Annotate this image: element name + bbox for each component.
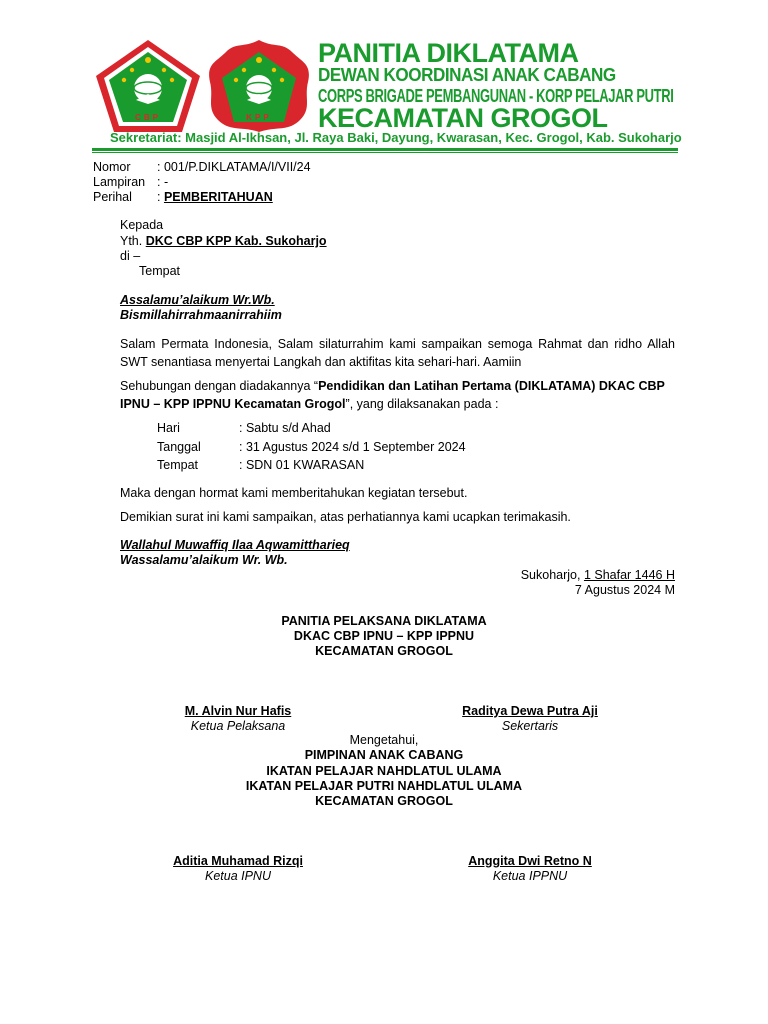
salam: Assalamu’alaikum Wr.Wb. (120, 293, 275, 307)
committee-line-2: DKAC CBP IPNU – KPP IPPNU (293, 629, 475, 643)
cbp-logo (92, 38, 204, 134)
signatory-ketua-pelaksana-name: M. Alvin Nur Hafis (184, 704, 292, 718)
p2-pre: Sehubungan dengan diadakannya “ (120, 379, 319, 393)
committee-line-1: PANITIA PELAKSANA DIKLATAMA (281, 614, 487, 628)
header-line-1: PANITIA DIKLATAMA (318, 38, 579, 68)
sekretariat-address: Sekretariat: Masjid Al-Ikhsan, Jl. Raya Baki, Dayung, Kwarasan, Kec. Grogol, Kab. Sukoharjo (110, 130, 682, 145)
approval-line-1: PIMPINAN ANAK CABANG (304, 748, 464, 762)
kpp-logo-text: KPP (246, 113, 272, 122)
signatory-ketua-ippnu-name: Anggita Dwi Retno N (468, 854, 592, 868)
approval-line-4: KECAMATAN GROGOL (315, 794, 453, 808)
detail-hari-label: Hari (157, 421, 180, 435)
signatory-ketua-pelaksana-role: Ketua Pelaksana (190, 719, 286, 733)
perihal-row (157, 190, 273, 204)
approval-line-3: IKATAN PELAJAR PUTRI NAHDLATUL ULAMA (245, 779, 523, 793)
tempat: Tempat (139, 264, 180, 278)
detail-tempat-value: : SDN 01 KWARASAN (239, 458, 365, 472)
lampiran-value: : - (157, 175, 169, 189)
header-line-3: CORPS BRIGADE PEMBANGUNAN - KORP PELAJAR PUTRI (318, 86, 674, 106)
wassalam: Wassalamu’alaikum Wr. Wb. (120, 553, 288, 567)
committee-line-3: KECAMATAN GROGOL (315, 644, 453, 658)
header-line-2: DEWAN KOORDINASI ANAK CABANG (318, 65, 616, 85)
lampiran-label: Lampiran (93, 175, 146, 189)
mengetahui: Mengetahui, (349, 733, 419, 747)
perihal-colon: : (157, 190, 161, 204)
paragraph-4: Demikian surat ini kami sampaikan, atas perhatiannya kami ucapkan terimakasih. (120, 510, 571, 524)
yth: Yth. (120, 234, 143, 248)
nomor-label: Nomor (93, 160, 131, 174)
approval-line-2: IKATAN PELAJAR NAHDLATUL ULAMA (266, 764, 502, 778)
di: di – (120, 249, 141, 263)
header-line-4: KECAMATAN GROGOL (318, 103, 608, 133)
recipient-name: DKC CBP KPP Kab. Sukoharjo (145, 234, 327, 248)
cbp-logo-text: CBP (135, 113, 161, 122)
wallahul: Wallahul Muwaffiq Ilaa Aqwamittharieq (120, 538, 350, 552)
perihal-value: PEMBERITAHUAN (163, 190, 273, 204)
header-divider (92, 148, 678, 151)
date-masehi: 7 Agustus 2024 M (574, 583, 675, 597)
paragraph-3: Maka dengan hormat kami memberitahukan kegiatan tersebut. (120, 486, 468, 500)
signatory-ketua-ippnu-role: Ketua IPPNU (492, 869, 568, 883)
perihal-label: Perihal (93, 190, 132, 204)
kepada: Kepada (120, 218, 164, 232)
paragraph-1: Salam Permata Indonesia, Salam silaturrahim kami sampaikan semoga Rahmat dan ridho Allah SWT senantiasa menyertai Langkah dan aktifitas kita sehari-hari. Aamiin (120, 337, 675, 369)
nomor-value: : 001/P.DIKLATAMA/I/VII/24 (157, 160, 311, 174)
date-hijri: 1 Shafar 1446 H (583, 568, 675, 582)
date-line (521, 568, 675, 582)
recipient-line (120, 234, 327, 248)
signatory-ketua-ipnu-name: Aditia Muhamad Rizqi (173, 854, 303, 868)
detail-tanggal-label: Tanggal (157, 440, 201, 454)
p2-bold: Pendidikan dan Latihan Pertama (DIKLATAMA) DKAC CBP IPNU – KPP IPPNU Kecamatan Grogol (120, 379, 665, 411)
bismillah: Bismillahirrahmaanirrahiim (120, 308, 282, 322)
p2-post: ”, yang dilaksanakan pada : (345, 397, 499, 411)
header-divider-thin (92, 152, 678, 153)
signatory-ketua-ipnu-role: Ketua IPNU (204, 869, 271, 883)
paragraph-2 (120, 377, 675, 413)
detail-tempat-label: Tempat (157, 458, 198, 472)
detail-hari-value: : Sabtu s/d Ahad (239, 421, 331, 435)
kpp-logo (204, 38, 314, 134)
place: Sukoharjo, (520, 568, 581, 582)
signatory-sekertaris-name: Raditya Dewa Putra Aji (462, 704, 598, 718)
detail-tanggal-value: : 31 Agustus 2024 s/d 1 September 2024 (239, 440, 466, 454)
signatory-sekertaris-role: Sekertaris (501, 719, 559, 733)
